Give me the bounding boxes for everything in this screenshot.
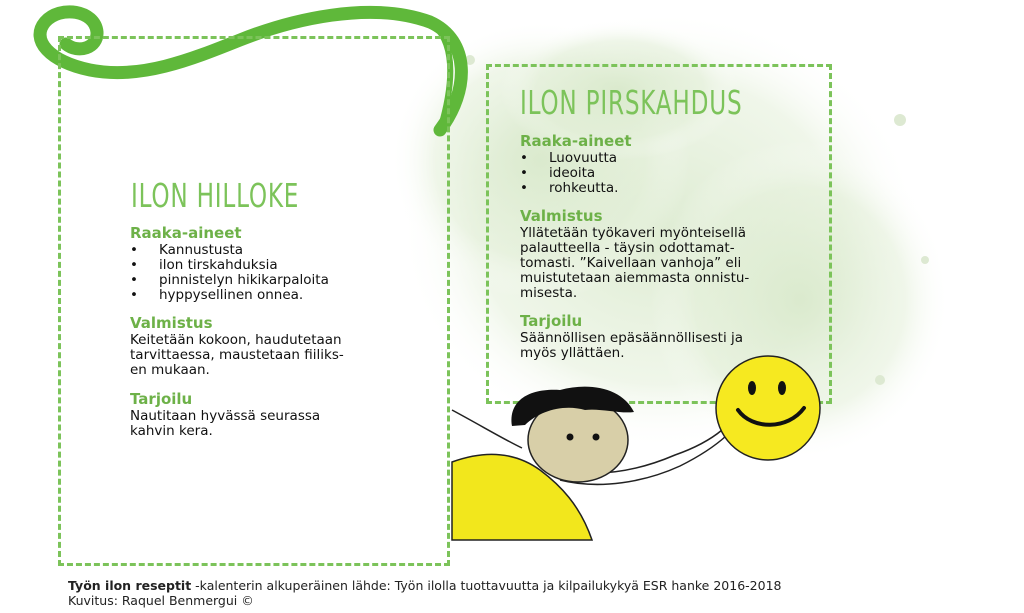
list-item: • ilon tirskahduksia [130,258,329,273]
footer-source-bold: Työn ilon reseptit [68,578,192,593]
left-recipe-title: ILON HILLOKE [131,176,300,215]
right-preparation-section [520,208,749,301]
left-ingredients-heading: Raaka-aineet [130,224,242,242]
footer-illustration-credit: Kuvitus: Raquel Benmergui © [68,593,254,608]
footer-source-line [68,579,781,593]
list-item: • rohkeutta. [520,181,632,196]
list-item: • pinnistelyn hikikarpaloita [130,273,329,288]
left-ingredients-section [130,225,329,303]
list-item: • Luovuutta [520,151,632,166]
left-preparation-heading: Valmistus [130,314,213,332]
footer-source-text: -kalenterin alkuperäinen lähde: Työn ilolla tuottavuutta ja kilpailukykyä ESR hanke 2016-2018 [191,578,782,593]
left-serving-section [130,391,320,439]
right-ingredients-heading: Raaka-aineet [520,132,632,150]
left-preparation-section [130,315,344,378]
right-ingredients-section [520,133,632,196]
right-recipe-title: ILON PIRSKAHDUS [520,83,743,122]
right-serving-section [520,313,743,361]
left-serving-heading: Tarjoilu [130,390,193,408]
right-serving-text: Säännöllisen epäsäännöllisesti ja myös yllättäen. [520,330,744,361]
left-ingredients-list [130,243,329,303]
list-item: • hyppysellinen onnea. [130,288,329,303]
right-preparation-heading: Valmistus [520,207,603,225]
right-preparation-text: Yllätetään työkaveri myönteisellä palautteella - täysin odottamat- tomasti. ”Kaivellaan vanhoja” eli muistutetaan aiemmasta onnistu- misesta. [520,225,750,301]
list-item: • ideoita [520,166,632,181]
left-serving-text: Nautitaan hyvässä seurassa kahvin kera. [130,408,321,439]
list-item: • Kannustusta [130,243,329,258]
left-preparation-text: Keitetään kokoon, haudutetaan tarvittaessa, maustetaan fiiliks- en mukaan. [130,332,344,378]
left-recipe-card [58,36,450,566]
right-serving-heading: Tarjoilu [520,312,583,330]
right-recipe-card [486,64,832,404]
right-ingredients-list [520,151,632,196]
